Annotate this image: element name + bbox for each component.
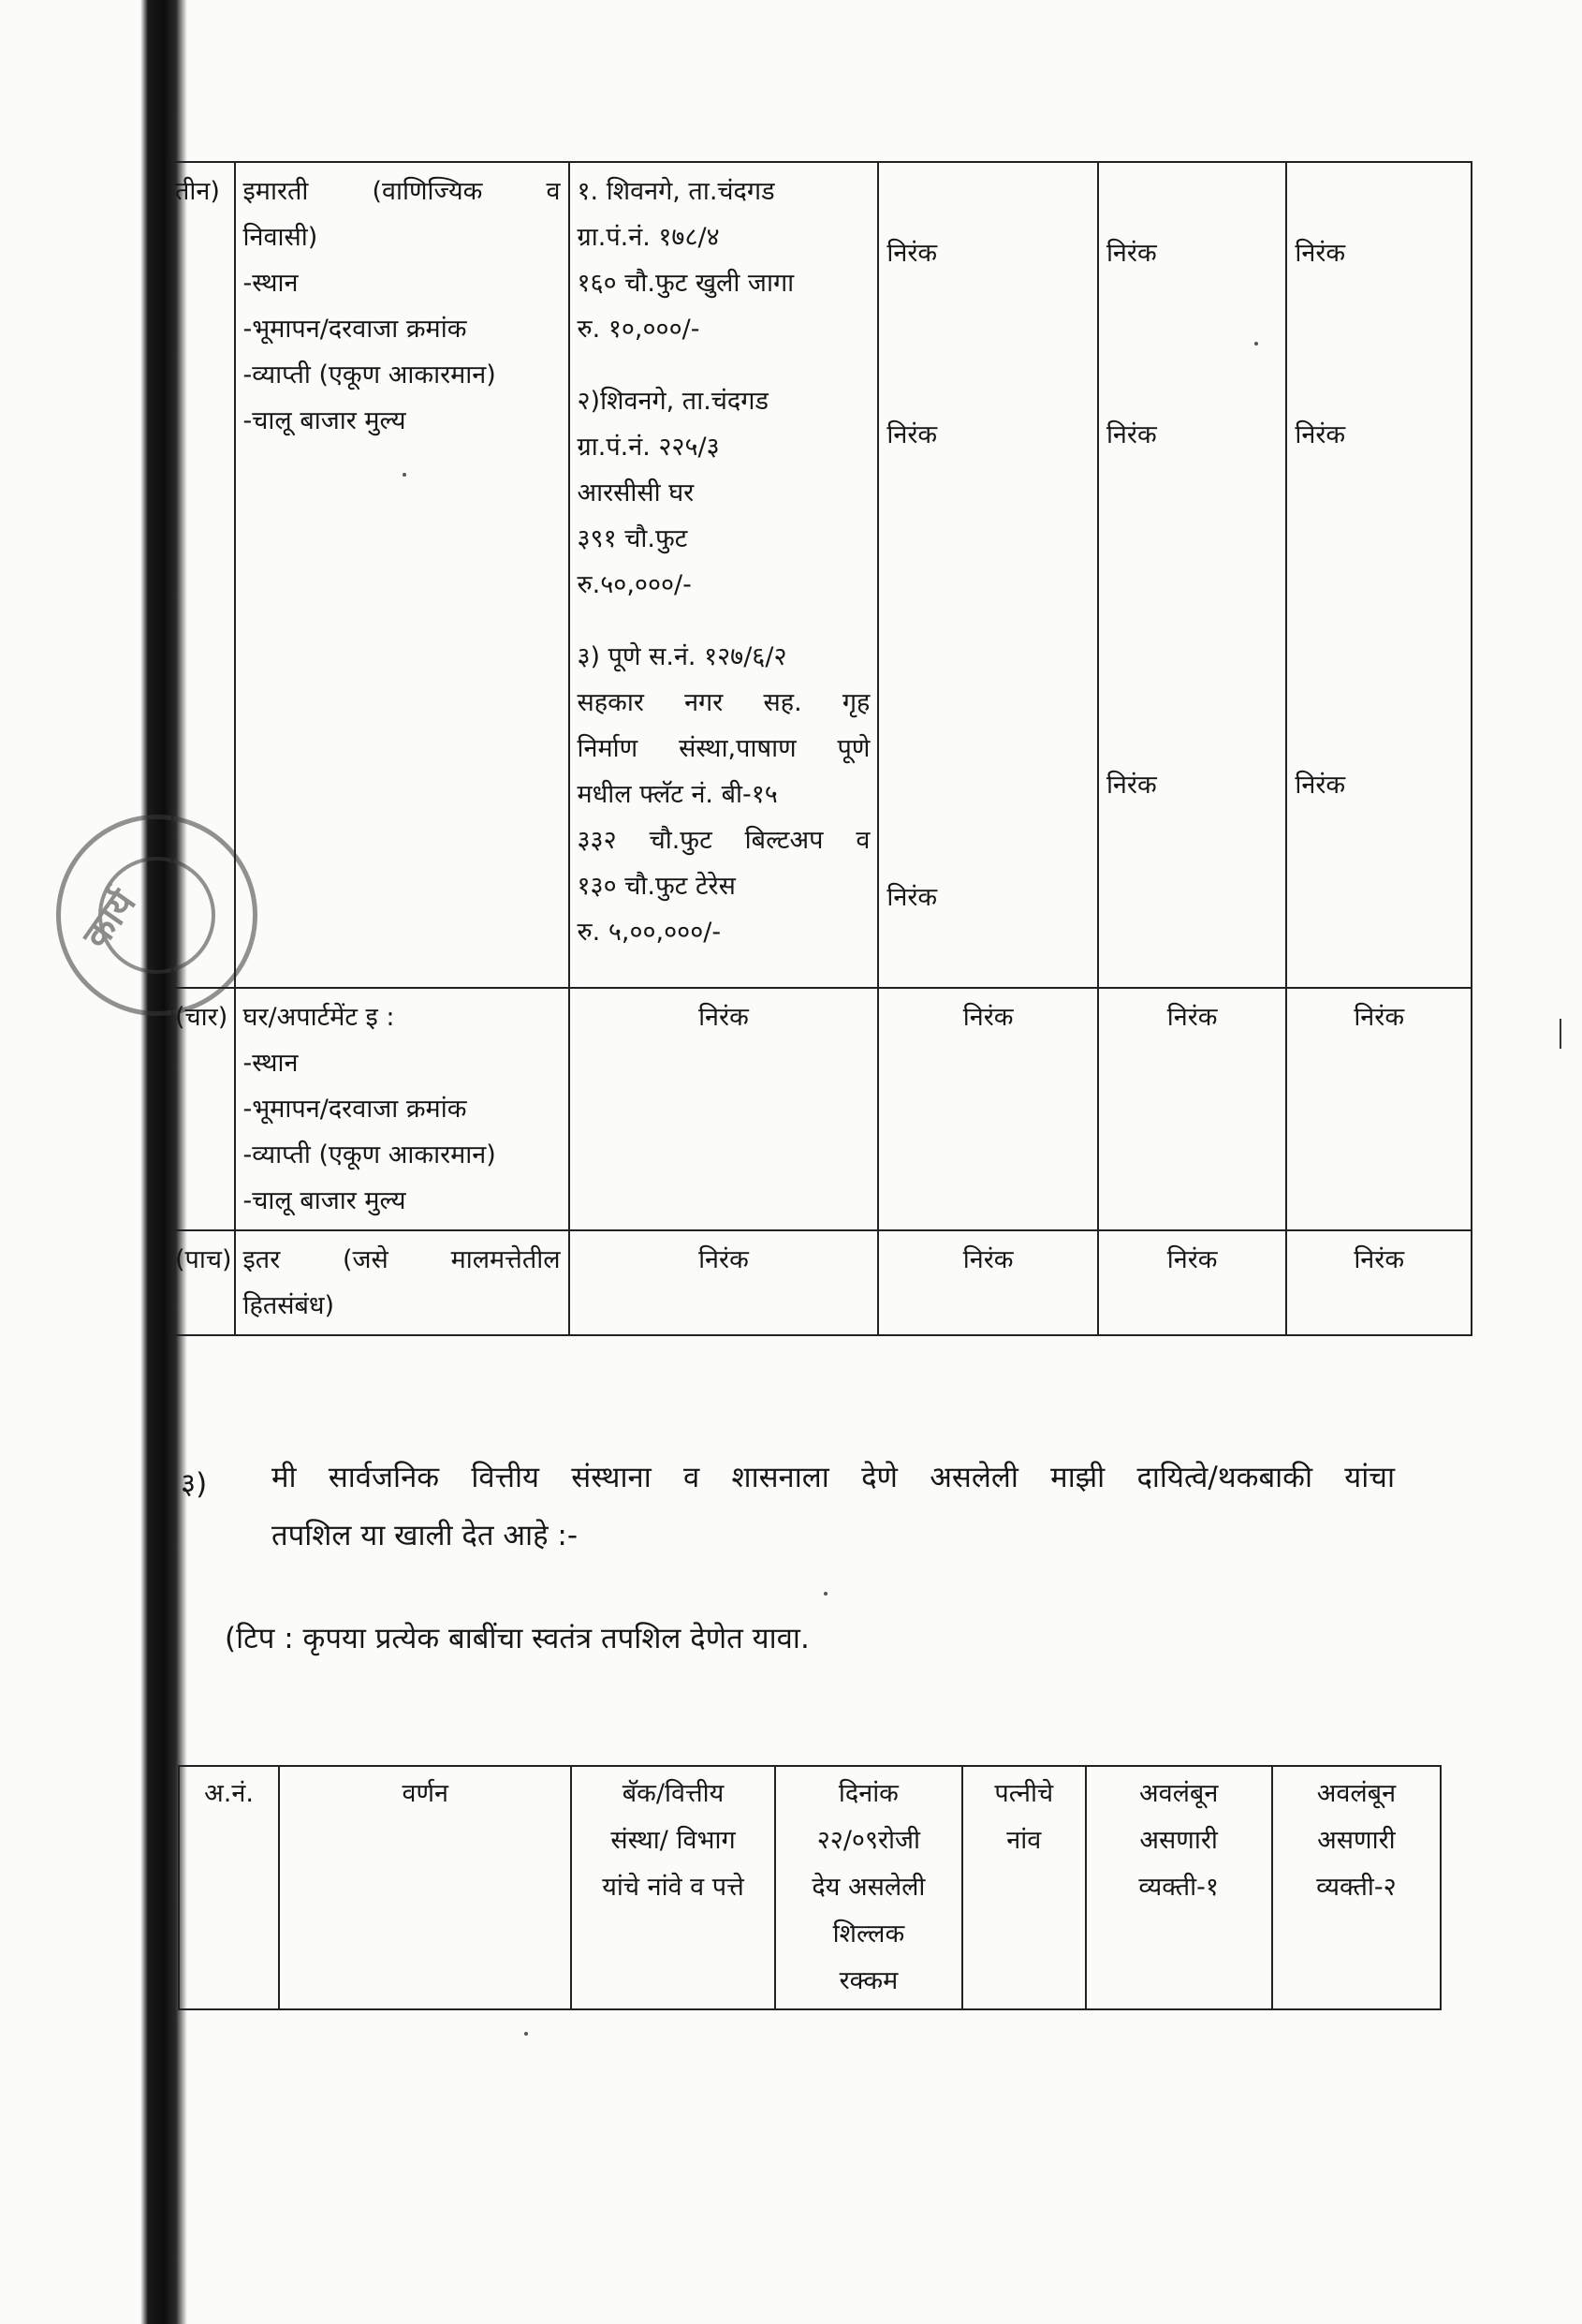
nil-value: निरंक — [878, 988, 1098, 1230]
header-line: बॅक/वित्तीय — [622, 1779, 725, 1808]
header-line: रक्कम — [839, 1966, 899, 1995]
entry-line: ग्रा.पं.नं. २२५/३ — [577, 433, 720, 462]
header-line: असणारी — [1317, 1826, 1396, 1855]
entry-line: आरसीसी घर — [577, 478, 695, 507]
liabilities-table — [178, 1765, 1442, 2010]
header-line: शिल्लक — [832, 1920, 905, 1949]
header-line: असणारी — [1139, 1826, 1218, 1855]
entry-line: सहकार नगर सह. गृह — [577, 688, 871, 717]
property-entry-3 — [578, 634, 871, 955]
nil-value: निरंक — [1098, 988, 1286, 1230]
header-line: यांचे नांवे व पत्ते — [602, 1873, 744, 1902]
description-line: -भूमापन/दरवाजा क्रमांक — [242, 315, 467, 344]
entry-line: मधील फ्लॅट नं. बी-१५ — [577, 780, 778, 809]
row-number: (पाच) — [172, 1230, 235, 1335]
scan-speck — [403, 473, 406, 477]
spouse-details — [878, 162, 1098, 988]
paragraph-number: ३) — [181, 1467, 208, 1501]
nil-value: निरंक — [569, 988, 879, 1230]
self-details — [569, 162, 879, 988]
entry-line: निर्माण संस्था,पाषाण पूणे — [577, 734, 871, 763]
property-entry-1 — [578, 169, 871, 352]
description-line: हितसंबंध) — [242, 1291, 335, 1320]
description-line: घर/अपार्टमेंट इ : — [242, 1003, 395, 1032]
property-table — [171, 161, 1472, 1336]
scan-mark — [1560, 1019, 1561, 1049]
description-line: -चालू बाजार मुल्य — [242, 406, 406, 435]
description-line: -स्थान — [242, 1049, 299, 1078]
entry-line: ग्रा.पं.नं. १७८/४ — [577, 223, 720, 252]
nil-value: निरंक — [569, 1230, 879, 1335]
nil-value: निरंक — [886, 883, 938, 912]
note-text: (टिप : कृपया प्रत्येक बाबींचा स्वतंत्र तपशिल देणेत यावा. — [225, 1622, 810, 1655]
entry-line: रु.५०,०००/- — [577, 570, 692, 599]
nil-value: निरंक — [1106, 420, 1157, 449]
nil-value: निरंक — [886, 239, 938, 268]
scan-speck — [1254, 342, 1258, 346]
table-row — [172, 1230, 1472, 1335]
paragraph-line-1: मी सार्वजनिक वित्तीय संस्थाना व शासनाला देणे असलेली माझी दायित्वे/थकबाकी यांचा — [271, 1461, 1395, 1494]
description-line: -व्याप्ती (एकूण आकारमान) — [242, 360, 496, 390]
row-number: (चार) — [172, 988, 235, 1230]
nil-value: निरंक — [878, 1230, 1098, 1335]
header-bank-institution — [571, 1766, 774, 2009]
entry-line: रु. ५,००,०००/- — [577, 918, 722, 947]
property-entry-2 — [578, 378, 871, 608]
header-line: दिनांक — [838, 1779, 899, 1808]
scan-edge-shadow — [0, 0, 187, 2324]
nil-value: निरंक — [886, 420, 938, 449]
header-line: देय असलेली — [812, 1873, 926, 1902]
header-line: संस्था/ विभाग — [610, 1826, 736, 1855]
office-stamp-text: कार्य — [74, 882, 145, 957]
nil-value: निरंक — [1106, 771, 1157, 800]
dependent-2-details — [1286, 162, 1472, 988]
row-description — [235, 162, 569, 988]
scan-speck — [824, 1592, 828, 1596]
row-number: तीन) — [172, 162, 235, 988]
nil-value: निरंक — [1295, 771, 1346, 800]
description-line: इतर (जसे मालमत्तेतील — [242, 1245, 561, 1274]
entry-line: ३३२ चौ.फुट बिल्टअप व — [577, 826, 871, 855]
entry-line: १६० चौ.फुट खुली जागा — [577, 269, 795, 298]
table-row — [172, 162, 1472, 988]
header-line: व्यक्ती-१ — [1138, 1873, 1219, 1902]
header-dependent-1 — [1086, 1766, 1272, 2009]
table-row — [172, 988, 1472, 1230]
header-dependent-2 — [1272, 1766, 1441, 2009]
description-line: -स्थान — [242, 269, 299, 298]
entry-line: ३९१ चौ.फुट — [577, 524, 688, 553]
description-line: निवासी) — [242, 223, 318, 252]
nil-value: निरंक — [1106, 239, 1157, 268]
entry-line: २)शिवनगे, ता.चंदगड — [577, 387, 769, 416]
dependent-1-details — [1098, 162, 1286, 988]
description-line: -भूमापन/दरवाजा क्रमांक — [242, 1095, 467, 1124]
header-balance-amount — [775, 1766, 962, 2009]
entry-line: १३० चौ.फुट टेरेस — [577, 872, 736, 901]
paragraph-line-2: तपशिल या खाली देत आहे :- — [271, 1519, 579, 1552]
scan-speck — [524, 2032, 528, 2036]
entry-line: १. शिवनगे, ता.चंदगड — [577, 177, 775, 206]
nil-value: निरंक — [1286, 988, 1472, 1230]
header-line: व्यक्ती-२ — [1316, 1873, 1397, 1902]
nil-value: निरंक — [1098, 1230, 1286, 1335]
nil-value: निरंक — [1295, 239, 1346, 268]
header-serial-no: अ.नं. — [179, 1766, 279, 2009]
header-line: अवलंबून — [1316, 1779, 1397, 1808]
description-line: -चालू बाजार मुल्य — [242, 1186, 406, 1215]
header-line: पत्नीचे — [994, 1779, 1054, 1808]
description-line: इमारती (वाणिज्यिक व — [242, 177, 561, 206]
table-header-row — [179, 1766, 1441, 2009]
header-description: वर्णन — [279, 1766, 571, 2009]
entry-line: ३) पूणे स.नं. १२७/६/२ — [577, 642, 787, 671]
nil-value: निरंक — [1295, 420, 1346, 449]
header-line: २२/०९रोजी — [816, 1826, 921, 1855]
row-description — [235, 988, 569, 1230]
entry-line: रु. १०,०००/- — [577, 315, 700, 344]
row-description — [235, 1230, 569, 1335]
nil-value: निरंक — [1286, 1230, 1472, 1335]
description-line: -व्याप्ती (एकूण आकारमान) — [242, 1140, 496, 1169]
header-line: नांव — [1006, 1826, 1042, 1855]
header-line: अवलंबून — [1138, 1779, 1219, 1808]
header-spouse-name — [962, 1766, 1085, 2009]
